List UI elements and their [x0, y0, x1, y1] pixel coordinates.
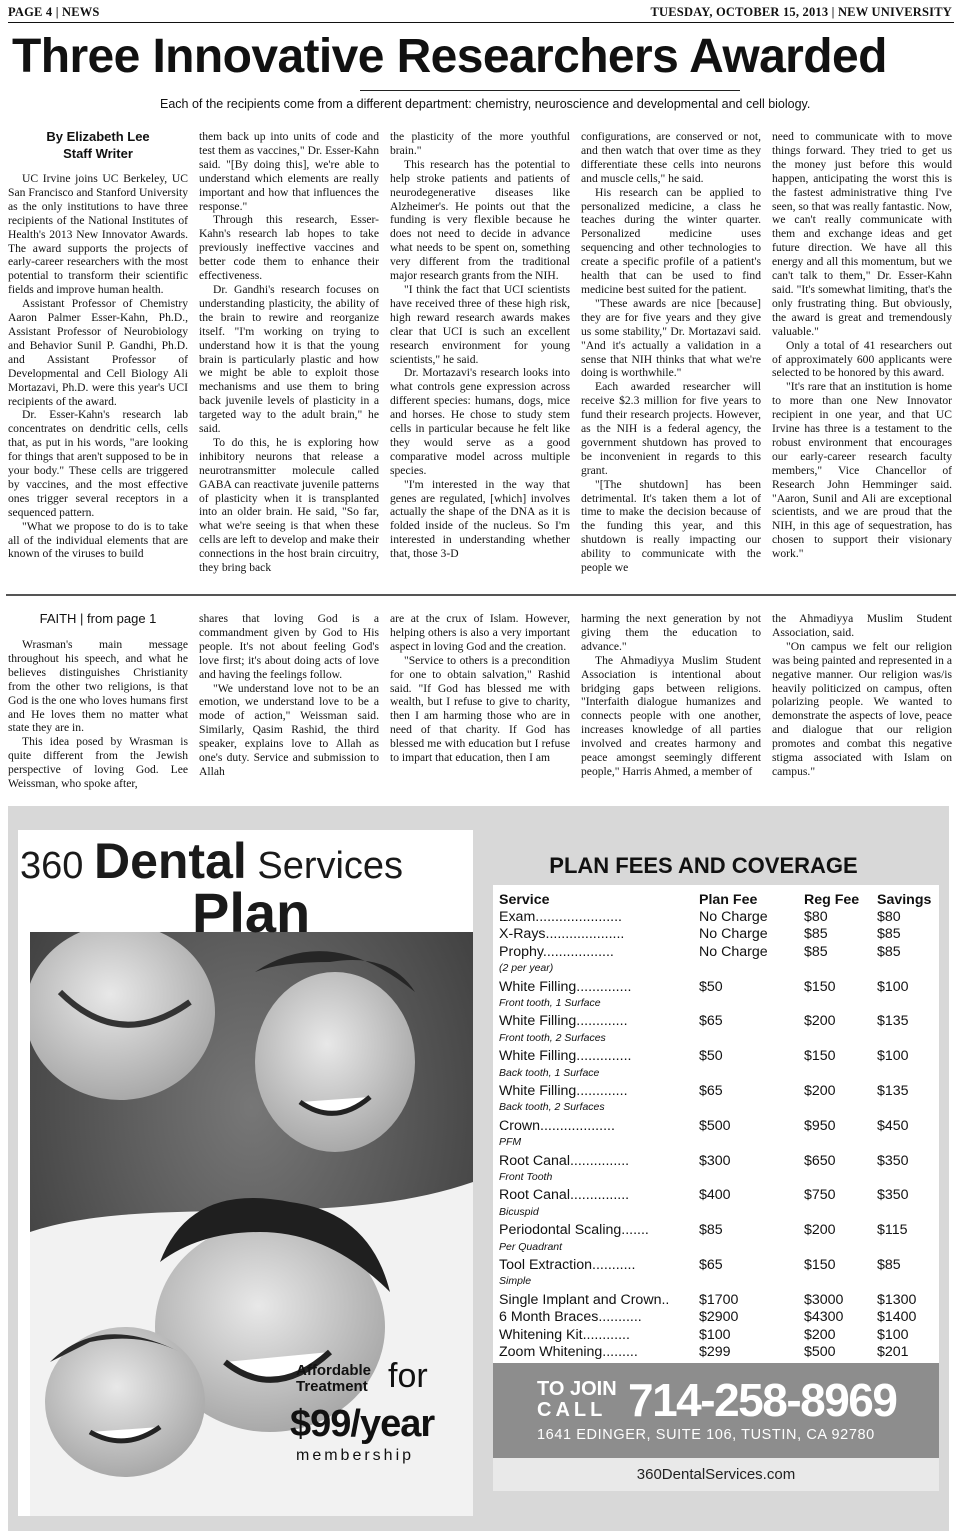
- fee-service: Tool Extraction...........: [499, 1257, 636, 1273]
- fee-save: $350: [877, 1187, 909, 1204]
- section-divider: [6, 594, 956, 596]
- fee-reg: $200: [804, 1013, 836, 1030]
- fee-note: Front Tooth: [499, 1171, 553, 1183]
- offer-unit: membership: [296, 1447, 415, 1464]
- fee-note: Back tooth, 1 Surface: [499, 1066, 600, 1079]
- fee-save: $1400: [877, 1309, 917, 1326]
- fee-note: Back tooth, 2 Surfaces: [499, 1101, 605, 1114]
- fee-note: Front tooth, 2 Surfaces: [499, 1031, 606, 1044]
- fee-service: Single Implant and Crown..: [499, 1291, 670, 1308]
- fee-reg: $200: [804, 1326, 836, 1343]
- fee-reg: $150: [804, 1048, 836, 1065]
- paragraph: configurations, are conserved or not, and then watch that over time as they differentiate these cells into neurons and muscle cells," he said.: [581, 130, 761, 185]
- website: 360DentalServices.com: [493, 1458, 939, 1491]
- paragraph: Through this research, Esser-Kahn's research lab hopes to take previously ineffective vaccines and better code them to enhance their effectiveness.: [199, 213, 379, 283]
- paragraph: "We understand love not to be an emotion, we understand love to be a mode of action," Weissman said. Similarly, Qasim Rashid, the third speaker, explains love to Allah as one's duty. Service and submission to Allah: [199, 681, 379, 778]
- fee-save: $85: [877, 926, 901, 943]
- phone-number: 714-258-8969: [628, 1374, 897, 1426]
- fee-save: $80: [877, 909, 901, 925]
- fee-save: $450: [877, 1117, 909, 1134]
- faith-column-5: [772, 612, 952, 794]
- fee-service: Whitening Kit............: [499, 1326, 630, 1343]
- article-column-3: [390, 130, 570, 584]
- paragraph: UC Irvine joins UC Berkeley, UC San Francisco and Stanford University as the only institutions to have three recipients of the National Institutes of Health's 2013 New Innovator Awards. The award supports the projects of early-career researchers with the most potential to transform their scientific fields and improve human health.: [8, 172, 188, 297]
- paragraph: "It's rare that an institution is home to more than one New Innovator recipient in one year, and that UC Irvine has three is a testament to the robust environment that encourages our early-career research faculty members," Vice Chancellor of Research John Hemminger said. "Aaron, Sunil and Ali are exceptional scientists, and we are proud that the NIH, in this age of sequestration, has chosen to support their visionary work.": [772, 380, 952, 561]
- fee-service: 6 Month Braces...........: [499, 1309, 642, 1326]
- paragraph: Dr. Gandhi's research focuses on understanding plasticity, the ability of the brain to rewire and reorganize itself. "I'm working on trying to understand how it is that the young brain is particularly plastic and how we might be able to exploit those mechanisms and use them to bring back juvenile levels of plasticity in a targeted way to the adult brain," he said.: [199, 282, 379, 436]
- fee-plan: $50: [699, 978, 723, 995]
- fee-plan: $50: [699, 1048, 723, 1065]
- paragraph: The Ahmadiyya Muslim Student Association is intentional about bridging gaps between religions. "Interfaith dialogue humanizes and connects people with one another, increases knowledge of all parties involved and creates harmony and peace amongst seemingly different people," Harris Ahmed, a member of: [581, 653, 761, 778]
- fee-save: $100: [877, 1326, 909, 1343]
- fee-plan: $65: [699, 1257, 723, 1273]
- article-headline: Three Innovative Researchers Awarded: [12, 30, 887, 83]
- paragraph: them back up into units of code and test them as vaccines," Dr. Esser-Kahn said. "[By doing this], we're able to understand which elements are really important and how that influences the response.": [199, 130, 379, 213]
- paragraph: the Ahmadiyya Muslim Student Association, said.: [772, 612, 952, 639]
- byline: [8, 128, 188, 162]
- fee-plan: $500: [699, 1117, 731, 1134]
- fee-save: $85: [877, 943, 901, 960]
- byline-name: By Elizabeth Lee: [46, 129, 150, 144]
- fee-plan: $1700: [699, 1291, 739, 1308]
- paragraph: "These awards are nice [because] they are for five years and they give us some stability," Dr. Mortazavi said. "And it's actually a validation in a sense that NIH thinks that what we're doing is worthwhile.": [581, 296, 761, 380]
- brand-main: Dental: [93, 833, 247, 889]
- brand-plan: Plan: [192, 881, 311, 944]
- paragraph: "[The shutdown] has been detrimental. It's taken them a lot of time to make the decision because of the funding this year, and this shutdown is really impacting our ability to communicate with the people we: [581, 477, 761, 575]
- fee-save: $201: [877, 1344, 909, 1360]
- issue-date-label: TUESDAY, OCTOBER 15, 2013 | NEW UNIVERSITY: [650, 5, 952, 19]
- paragraph: Only a total of 41 researchers out of approximately 600 applicants were selected to be honored by this award.: [772, 338, 952, 380]
- fee-note: Per Quadrant: [499, 1240, 563, 1253]
- fee-service: Zoom Whitening.........: [499, 1344, 638, 1360]
- offer-price: $99/year: [290, 1403, 435, 1445]
- paragraph: This research has the potential to help stroke patients and patients of neurodegenerative diseases like Alzheimer's. He points out that the funding is very flexible because he does not need to decide in advance what needs to be spent on, something very different from the traditional major research grants from the NIH.: [390, 157, 570, 283]
- fee-service: X-Rays....................: [499, 926, 625, 943]
- fee-service: Exam......................: [499, 909, 622, 925]
- paragraph: This idea posed by Wrasman is quite different from the Jewish perspective of loving God. Lee Weissman, who spoke after,: [8, 735, 188, 791]
- paragraph: "I'm interested in the way that genes are regulated, [which] involves actually the shape of the DNA as it is folded inside of the nucleus. So I'm interested in understanding whether that, those 3-D: [390, 477, 570, 561]
- paragraph: Dr. Esser-Kahn's research lab concentrates on dendritic cells, cells that, as put in his words, "are looking for things that aren't supposed to be in your body." These cells are triggered by vaccines, and the most effective ones trigger several receptors in a sequenced pattern.: [8, 408, 188, 519]
- offer-line-2: Treatment: [296, 1378, 368, 1395]
- paragraph: harming the next generation by not giving them the education to advance.": [581, 612, 761, 653]
- fee-reg: $950: [804, 1117, 836, 1134]
- fee-reg: $80: [804, 909, 828, 925]
- paragraph: the plasticity of the more youthful brain.": [390, 130, 570, 157]
- fee-save: $135: [877, 1083, 909, 1099]
- fee-save: $85: [877, 1257, 901, 1273]
- paragraph: Dr. Mortazavi's research looks into what controls gene expression across different species: humans, dogs, mice and horses. He chose to study stem cells in particular because he felt like they would serve as a good comparative model across multiple species.: [390, 366, 570, 477]
- faith-column-1: [8, 638, 188, 794]
- header-savings: Savings: [877, 892, 932, 908]
- fee-plan: No Charge: [699, 909, 768, 925]
- paragraph: Assistant Professor of Chemistry Aaron Palmer Esser-Kahn, Ph.D., Assistant Professor of Neurobiology and Behavior Sunil P. Gandhi, Ph.D. and Assistant Professor of Developmental and Cell Biology Ali Mortazavi, Ph.D. were this year's UCI recipients of the award.: [8, 297, 188, 408]
- fee-reg: $200: [804, 1083, 836, 1099]
- byline-role: Staff Writer: [63, 146, 133, 161]
- fee-table: [493, 885, 939, 1363]
- fee-save: $100: [877, 978, 909, 995]
- faith-column-2: [199, 612, 379, 794]
- fee-service: Root Canal...............: [499, 1152, 630, 1169]
- fee-note: Bicuspid: [499, 1205, 539, 1218]
- fee-plan: $299: [699, 1344, 731, 1360]
- paragraph: "I think the fact that UCI scientists have received three of these high risk, high reward research awards makes clear that UCI is such an excellent research environment for young scientists," he said.: [390, 282, 570, 366]
- article-column-5: [772, 130, 952, 584]
- faith-column-4: [581, 612, 761, 794]
- fee-service: White Filling.............: [499, 1013, 628, 1030]
- fee-plan: $300: [699, 1152, 731, 1169]
- article-column-4: [581, 130, 761, 584]
- fee-service: Crown...................: [499, 1117, 615, 1134]
- offer-line-1: Affordable: [296, 1362, 371, 1379]
- paragraph: "Service to others is a precondition for one to obtain salvation," Rashid said. "If God has blessed me with wealth, but I refuse to give to charity, then I am harming those who are in need of that charity. If God has blessed me with education but I refuse to impart that education, then I am: [390, 653, 570, 765]
- fee-reg: $650: [804, 1152, 836, 1169]
- header-plan-fee: Plan Fee: [699, 892, 758, 908]
- fee-note: Simple: [499, 1275, 532, 1288]
- fee-reg: $85: [804, 926, 828, 943]
- fee-reg: $200: [804, 1222, 836, 1239]
- fee-note: (2 per year): [499, 962, 554, 975]
- paragraph: Wrasman's main message throughout his speech, and what he believes distinguishes Christianity from the other two religions, is that God is the one who loves humans first and He loves them no matter what state they are in.: [8, 638, 188, 735]
- fee-reg: $3000: [804, 1291, 844, 1308]
- faith-column-3: [390, 612, 570, 794]
- fee-reg: $500: [804, 1344, 836, 1360]
- article-column-1: [8, 172, 188, 584]
- fee-reg: $750: [804, 1187, 836, 1204]
- jump-label: FAITH | from page 1: [39, 611, 157, 626]
- fee-note: Front tooth, 1 Surface: [499, 997, 601, 1009]
- paragraph: "What we propose to do is to take all of the individual elements that are known of the viruses to build: [8, 519, 188, 561]
- fee-save: $1300: [877, 1291, 917, 1308]
- join-to: TO JOIN: [537, 1378, 617, 1400]
- fee-service: Root Canal...............: [499, 1187, 630, 1204]
- paragraph: To do this, he is exploring how inhibitory neurons that release a neurotransmitter molecule called GABA can reactivate juvenile patterns of plasticity when it is transplanted into an older brain. He said, "So far, what we're seeing is that when these cells are left to develop and make their connections in the host brain circuitry, they bring back: [199, 435, 379, 575]
- fees-title: PLAN FEES AND COVERAGE: [549, 853, 858, 878]
- fee-reg: $150: [804, 1257, 836, 1273]
- paragraph: need to communicate with to move things forward. They tried to get us the money just before this would happen, anticipating the worst this is the fastest administrative thing I've seen, so that was really fantastic. Now, we can't really communicate with them and exchange ideas and get future direction. We have all this energy and all this momentum, but we can't talk to them," Dr. Esser-Kahn said. "It's somewhat limiting, that's the only frustrating thing. But obviously, the award is great and tremendously valuable.": [772, 130, 952, 338]
- offer-for: for: [388, 1357, 428, 1395]
- header-service: Service: [499, 892, 550, 908]
- article-deck: Each of the recipients come from a different department: chemistry, neuroscience and developmental and cell biology.: [160, 97, 811, 111]
- fee-reg: $85: [804, 943, 828, 960]
- fee-reg: $4300: [804, 1309, 844, 1326]
- fee-reg: $150: [804, 978, 836, 995]
- deck-rule: [360, 90, 740, 91]
- paragraph: shares that loving God is a commandment given by God to His people. It's not about feeling God's love first; it's about doing acts of love and having the feelings follow.: [199, 612, 379, 681]
- paragraph: "On campus we felt our religion was being painted and represented in a negative manner. Our religion was/is heavily politicized on campus, often polarizing people. We wanted to demonstrate the aspects of love, peace and dialogue that our religion promotes and combat this negative stigma associated with Islam on campus.": [772, 639, 952, 778]
- fee-save: $350: [877, 1152, 909, 1169]
- fee-plan: $100: [699, 1326, 731, 1343]
- page-section-label: PAGE 4 | NEWS: [8, 5, 100, 19]
- header-reg-fee: Reg Fee: [804, 892, 860, 908]
- fee-save: $135: [877, 1013, 909, 1030]
- paragraph: are at the crux of Islam. However, helping others is also a very important aspect in loving God and the creation.: [390, 612, 570, 653]
- paragraph: His research can be applied to personalized medicine, a class he teaches during the winter quarter. Personalized medicine uses sequencing and other technologies to create a specific profile of a patient's health that can be used to find medicine best suited for the patient.: [581, 185, 761, 296]
- fee-service: White Filling..............: [499, 1048, 632, 1065]
- fee-service: White Filling.............: [499, 1083, 628, 1099]
- fee-service: White Filling..............: [499, 978, 632, 995]
- fee-note: PFM: [499, 1136, 522, 1149]
- fee-plan: No Charge: [699, 926, 768, 943]
- fee-plan: $65: [699, 1013, 723, 1030]
- brand-suffix: Services: [257, 845, 404, 887]
- fee-plan: $400: [699, 1187, 731, 1204]
- fee-plan: $85: [699, 1222, 723, 1239]
- fee-service: Periodontal Scaling.......: [499, 1222, 649, 1239]
- paragraph: Each awarded researcher will receive $2.3 million for five years to fund their research projects. However, as the NIH is a federal agency, the government shutdown has proved to be inconvenient in regards to this grant.: [581, 380, 761, 477]
- fee-save: $100: [877, 1048, 909, 1065]
- fee-plan: $65: [699, 1083, 723, 1099]
- address: 1641 EDINGER, SUITE 106, TUSTIN, CA 92780: [537, 1427, 875, 1443]
- fee-plan: $2900: [699, 1309, 739, 1326]
- fee-service: Prophy..................: [499, 943, 614, 960]
- fee-save: $115: [877, 1222, 908, 1239]
- join-call: CALL: [537, 1399, 607, 1421]
- header-rule: [8, 22, 954, 23]
- brand-prefix: 360: [20, 845, 84, 887]
- fee-plan: No Charge: [699, 943, 768, 960]
- article-column-2: [199, 130, 379, 584]
